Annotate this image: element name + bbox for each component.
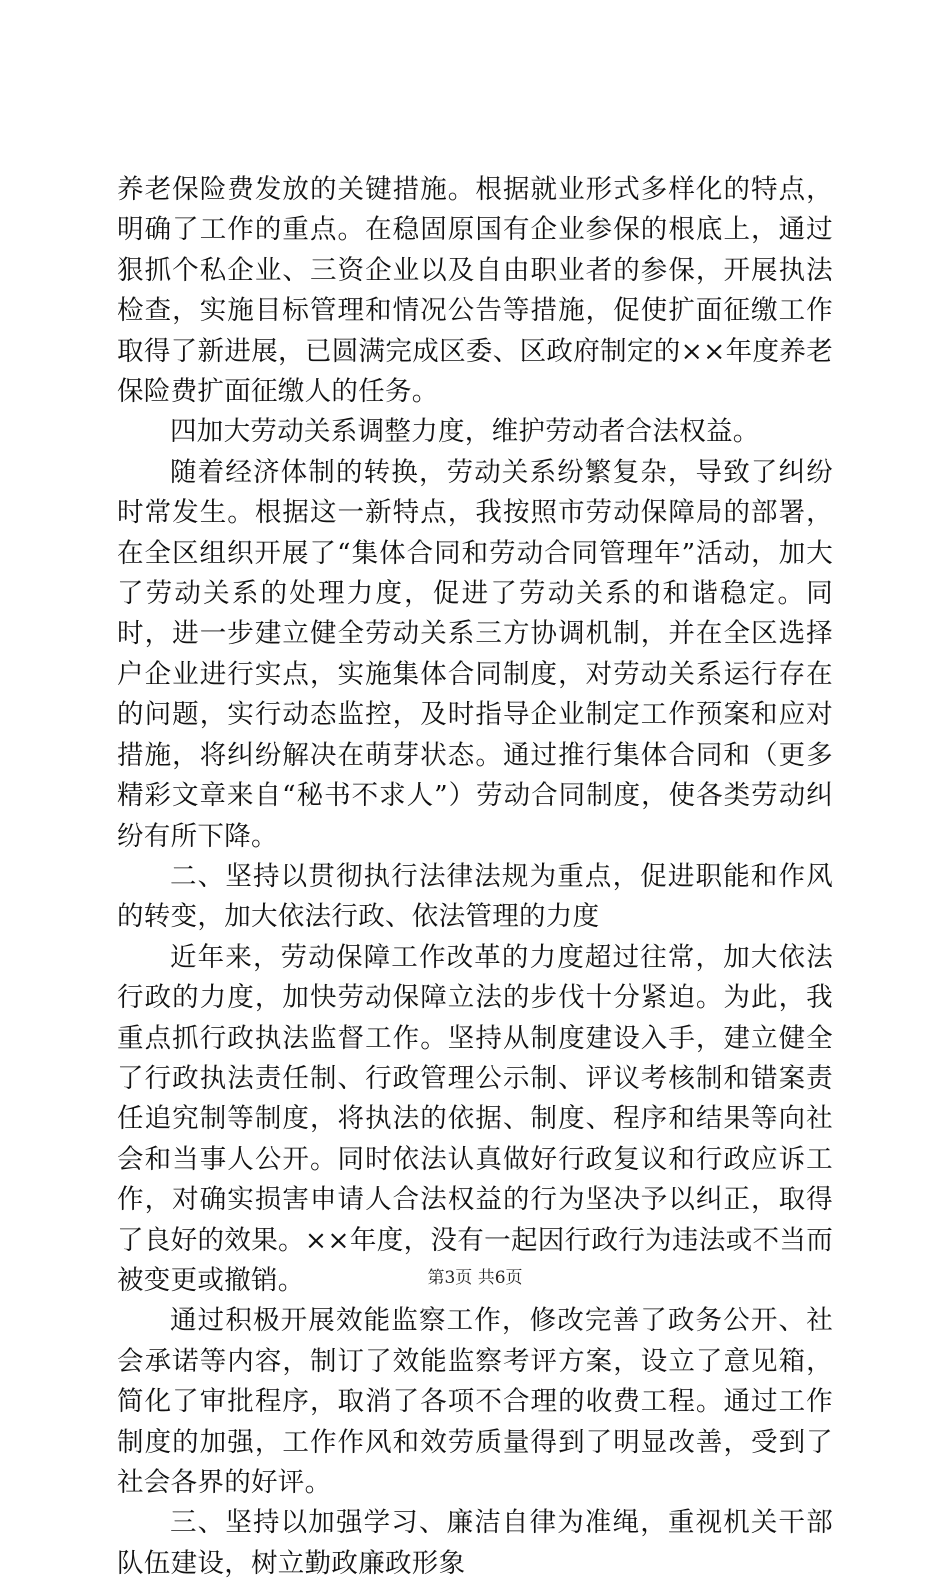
paragraph: 随着经济体制的转换，劳动关系纷繁复杂，导致了纠纷时常发生。根据这一新特点，我按照市劳动保障局的部署，在全区组织开展了“集体合同和劳动合同管理年”活动，加大了劳动关系的处理力度，促进了劳动关系的和谐稳定。同时，进一步建立健全劳动关系三方协调机制，并在全区选择户企业进行实点，实施集体合同制度，对劳动关系运行存在的问题，实行动态监控，及时指导企业制定工作预案和应对措施，将纠纷解决在萌芽状态。通过推行集体合同和（更多精彩文章来自“秘书不求人”）劳动合同制度，使各类劳动纠纷有所下降。 [117, 456, 833, 852]
paragraph: 近年来，劳动保障工作改革的力度超过往常，加大依法行政的力度，加快劳动保障立法的步伐十分紧迫。为此，我重点抓行政执法监督工作。坚持从制度建设入手，建立健全了行政执法责任制、行政管理公示制、评议考核制和错案责任追究制等制度，将执法的依据、制度、程序和结果等向社会和当事人公开。同时依法认真做好行政复议和行政应诉工作，对确实损害申请人合法权益的行为坚决予以纠正，取得了良好的效果。××年度，没有一起因行政行为违法或不当而被变更或撤销。 [117, 941, 833, 1296]
paragraph: 四加大劳动关系调整力度，维护劳动者合法权益。 [170, 416, 760, 448]
section-heading: 二、坚持以贯彻执行法律法规为重点，促进职能和作风的转变，加大依法行政、依法管理的力度 [117, 860, 833, 933]
page-number-footer: 第3页 共6页 [427, 1268, 523, 1288]
paragraph: 通过积极开展效能监察工作，修改完善了政务公开、社会承诺等内容，制订了效能监察考评方案，设立了意见箱，简化了审批程序，取消了各项不合理的收费工程。通过工作制度的加强，工作作风和效劳质量得到了明显改善，受到了社会各界的好评。 [117, 1305, 833, 1498]
section-heading: 三、坚持以加强学习、廉洁自律为准绳，重视机关干部队伍建设，树立勤政廉政形象 [117, 1507, 833, 1579]
paragraph: 养老保险费发放的关键措施。根据就业形式多样化的特点，明确了工作的重点。在稳固原国有企业参保的根底上，通过狠抓个私企业、三资企业以及自由职业者的参保，开展执法检查，实施目标管理和情况公告等措施，促使扩面征缴工作取得了新进展，已圆满完成区委、区政府制定的××年度养老保险费扩面征缴人的任务。 [117, 174, 833, 408]
document-body [117, 170, 833, 1584]
